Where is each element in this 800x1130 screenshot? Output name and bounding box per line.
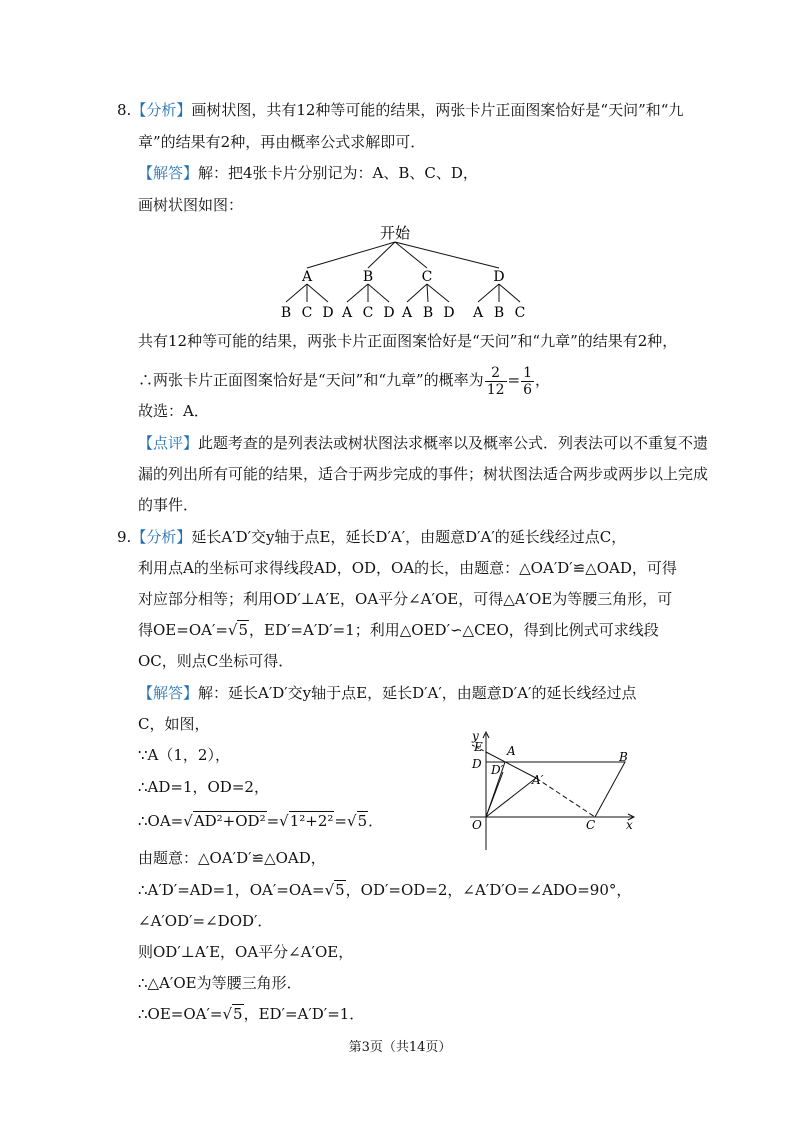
tree-branches — [286, 242, 520, 302]
q9-step-5 — [138, 879, 631, 901]
extension-to-c — [536, 778, 595, 817]
label-o: O — [472, 818, 482, 832]
q9-analysis-text-3: 对应部分相等；利用OD′⊥A′E，OA平分∠A′OE，可得△A′OE为等腰三角形，可 — [138, 590, 673, 608]
q9-analysis-text-4a: 得OE=OA′= — [138, 621, 228, 639]
q9-step-5b: ，OD′=OD=2，∠A′D′O=∠ADO=90°， — [345, 881, 632, 899]
q8-comment-tag: 【点评】 — [138, 434, 199, 452]
q8-comment-text-3: 的事件． — [138, 496, 199, 514]
period: ． — [368, 812, 384, 830]
tree-leaf: C — [362, 305, 374, 321]
tree-leaf: D — [383, 305, 395, 321]
q9-step-4: 由题意：△OA′D′≌△OAD， — [138, 849, 326, 867]
tree-leaf: C — [301, 305, 313, 321]
comma: ， — [535, 371, 551, 389]
page-footer: 第3页（共14页） — [348, 1040, 452, 1055]
label-y: y — [472, 729, 479, 743]
radicand: 1²+2² — [289, 812, 334, 830]
q9-answer-tag: 【解答】 — [138, 684, 199, 702]
tree-root: 开始 — [379, 224, 411, 242]
q8-comment-text-1: 此题考查的是列表法或树状图法求概率以及概率公式．列表法可以不重复不遗 — [198, 434, 709, 452]
tree-leaf: B — [280, 305, 292, 321]
q9-step-3 — [138, 810, 383, 832]
equals-sign: = — [334, 812, 347, 830]
q9-step-1: ∵A（1，2）， — [138, 746, 230, 764]
tree-leaf: A — [341, 305, 353, 321]
frac-numerator: 2 — [485, 365, 507, 382]
tree-diagram — [270, 222, 540, 322]
fraction-2-12 — [485, 365, 507, 398]
q9-analysis-text-4b: ，ED′=A′D′=1；利用△OED′∽△CEO，得到比例式可求线段 — [249, 621, 659, 639]
tree-leaf: C — [514, 305, 526, 321]
tree-node-l1-c: C — [421, 269, 433, 285]
fraction-1-6 — [521, 365, 534, 398]
q9-answer-text-2: C，如图， — [138, 715, 210, 733]
label-b: B — [619, 750, 628, 764]
q9-analysis-text-1: 延长A′D′交y轴于点E，延长D′A′，由题意D′A′的延长线经过点C， — [191, 528, 627, 546]
q8-comment-line-1 — [138, 432, 708, 454]
frac-denominator: 6 — [523, 381, 533, 398]
sqrt-5: √5 — [227, 621, 249, 639]
rectangle-ocbd — [486, 762, 625, 817]
tree-node-l1-d: D — [493, 269, 505, 285]
tree-leaf: A — [401, 305, 413, 321]
tree-leaf: D — [322, 305, 334, 321]
q8-result-line-2 — [138, 363, 550, 397]
frac-denominator: 12 — [486, 381, 505, 398]
tree-leaf: D — [443, 305, 455, 321]
q8-choice: 故选：A． — [138, 402, 209, 420]
tree-leaf: A — [472, 305, 484, 321]
q8-analysis-text-1: 画树状图，共有12种等可能的结果，两张卡片正面图案恰好是“天问”和“九 — [191, 101, 684, 119]
label-x: x — [626, 818, 633, 832]
coordinate-figure — [466, 728, 642, 856]
radicand: 5 — [357, 812, 368, 830]
label-a-prime: A′ — [532, 773, 544, 787]
q9-step-7: 则OD′⊥A′E，OA平分∠A′OE， — [138, 943, 354, 961]
q9-step-8: ∴△A′OE为等腰三角形． — [138, 974, 302, 992]
label-d-prime: D′ — [491, 763, 504, 777]
q8-answer-tag: 【解答】 — [138, 164, 199, 182]
radicand: 5 — [238, 621, 249, 639]
radicand: 5 — [233, 1005, 243, 1023]
sqrt-5: √5 — [347, 812, 368, 830]
q9-answer-line-1 — [138, 682, 636, 704]
label-d: D — [472, 757, 482, 771]
sqrt-ad-od: √AD²+OD² — [183, 812, 266, 830]
q8-comment-text-2: 漏的列出所有可能的结果，适合于两步完成的事件；树状图法适合两步或两步以上完成 — [138, 465, 709, 483]
q9-step-2: ∴AD=1，OD=2， — [138, 778, 269, 796]
tree-leaf: B — [493, 305, 505, 321]
sqrt-5: √5 — [324, 881, 345, 899]
tree-node-l1-a: A — [301, 269, 313, 285]
equals-sign: = — [507, 371, 521, 389]
q8-analysis-line-1 — [117, 99, 683, 121]
q8-analysis-tag: 【分析】 — [131, 101, 192, 119]
q9-number: 9. — [117, 528, 132, 546]
q9-analysis-line-1 — [117, 526, 626, 548]
q8-result-text-2: ∴两张卡片正面图案恰好是“天问”和“九章”的概率为 — [138, 371, 484, 389]
q9-step-6: ∠A′OD′=∠DOD′． — [138, 912, 273, 930]
label-c: C — [586, 818, 596, 832]
radicand: 5 — [335, 881, 345, 899]
tree-leaf: B — [422, 305, 434, 321]
q8-answer-text-1: 解：把4张卡片分别记为：A、B、C、D， — [198, 164, 478, 182]
q8-analysis-text-2: 章”的结果有2种，再由概率公式求解即可． — [138, 133, 426, 151]
q9-analysis-text-5: OC，则点C坐标可得． — [138, 652, 294, 670]
q8-answer-text-2: 画树状图如图： — [138, 196, 244, 214]
q9-analysis-tag: 【分析】 — [131, 528, 192, 546]
q9-step-5a: ∴A′D′=AD=1，OA′=OA= — [138, 881, 325, 899]
q9-step-9 — [138, 1003, 364, 1025]
label-a: A — [507, 744, 516, 758]
q9-step-3a: ∴OA= — [138, 812, 184, 830]
q9-answer-text-1: 解：延长A′D′交y轴于点E，延长D′A′，由题意D′A′的延长线经过点 — [198, 684, 637, 702]
q9-step-9a: ∴OE=OA′= — [138, 1005, 223, 1023]
q8-result-text-1: 共有12种等可能的结果，两张卡片正面图案恰好是“天问”和“九章”的结果有2种， — [138, 332, 678, 350]
sqrt-1-4: √1²+2² — [279, 812, 334, 830]
q9-analysis-text-2: 利用点A的坐标可求得线段AD，OD，OA的长，由题意：△OA′D′≌△OAD，可得 — [138, 559, 677, 577]
q9-analysis-line-4 — [138, 619, 659, 641]
tree-node-l1-b: B — [362, 269, 374, 285]
q8-number: 8. — [117, 101, 132, 119]
sqrt-5: √5 — [222, 1005, 243, 1023]
q9-step-9b: ，ED′=A′D′=1． — [243, 1005, 365, 1023]
q8-answer-line-1 — [138, 162, 478, 184]
equals-sign: = — [266, 812, 280, 830]
frac-numerator: 1 — [523, 364, 533, 381]
label-e: E — [474, 740, 483, 754]
radicand: AD²+OD² — [193, 812, 266, 830]
